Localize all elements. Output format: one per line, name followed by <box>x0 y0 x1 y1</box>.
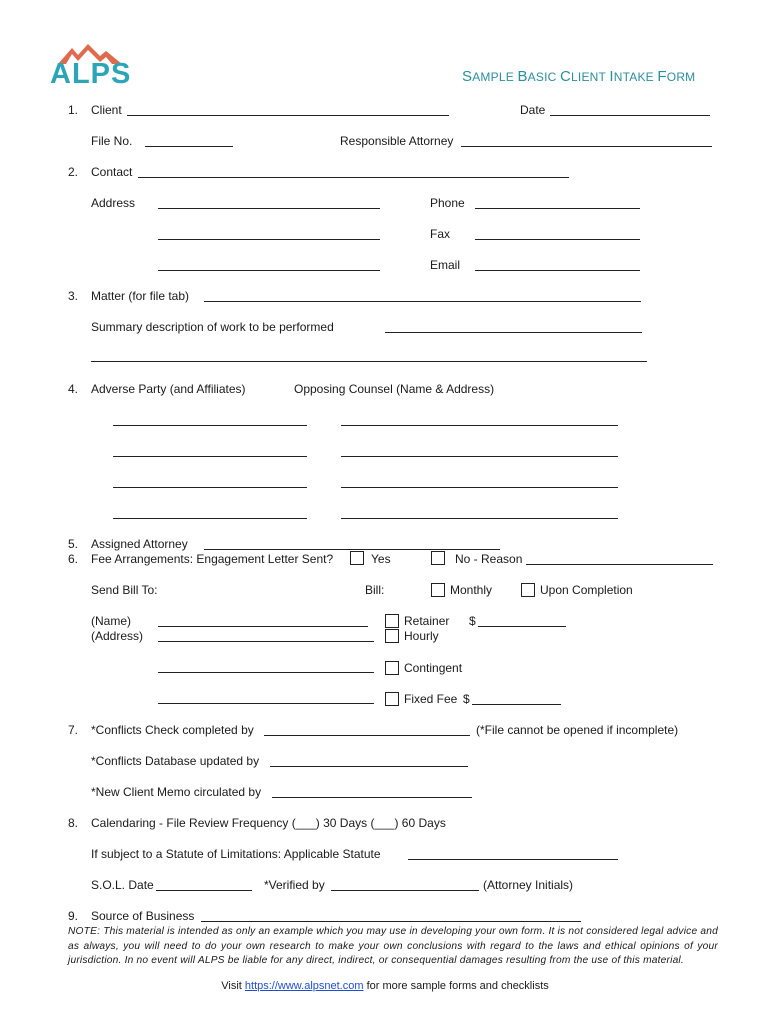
adverse-party-field-3[interactable] <box>113 486 307 488</box>
contingent-label: Contingent <box>404 661 463 675</box>
email-label: Email <box>430 258 461 272</box>
opposing-counsel-label: Opposing Counsel (Name & Address) <box>294 382 495 396</box>
opposing-counsel-field-1[interactable] <box>341 424 618 426</box>
matter-field[interactable] <box>204 300 641 302</box>
bill-name-field[interactable] <box>158 625 368 627</box>
fixed-fee-amount-field[interactable] <box>472 703 561 705</box>
section-number: 5. <box>68 537 79 551</box>
sol-date-field[interactable] <box>156 889 252 891</box>
monthly-checkbox[interactable] <box>431 583 445 597</box>
section-number: 6. <box>68 552 79 566</box>
conflicts-database-field[interactable] <box>270 765 468 767</box>
address-field-3[interactable] <box>158 269 380 271</box>
form-title: SAMPLE BASIC CLIENT INTAKE FORM <box>462 68 696 85</box>
footer <box>0 980 770 992</box>
section-number: 8. <box>68 816 79 830</box>
contingent-checkbox[interactable] <box>385 661 399 675</box>
attorney-initials-label: (Attorney Initials) <box>483 878 574 892</box>
hourly-checkbox[interactable] <box>385 629 399 643</box>
address-field-1[interactable] <box>158 207 380 209</box>
source-of-business-label: Source of Business <box>91 909 195 923</box>
monthly-label: Monthly <box>450 583 493 597</box>
summary-label: Summary description of work to be performed <box>91 320 334 334</box>
source-of-business-field[interactable] <box>201 920 581 922</box>
disclaimer-note: NOTE: This material is intended as only an example which you may use in developing your own form. It is not considered legal advice and as always, you will need to do your own research to make your own conclusions with regard to the laws and ethical opinions of your jurisdiction. In no event will ALPS be liable for any direct, indirect, or consequential damages resulting from the use of this material. <box>68 926 718 966</box>
adverse-party-label: Adverse Party (and Affiliates) <box>91 382 246 396</box>
applicable-statute-field[interactable] <box>408 858 618 860</box>
verified-by-label: *Verified by <box>264 878 325 892</box>
retainer-dollar-sign: $ <box>469 614 476 628</box>
retainer-label: Retainer <box>404 614 450 628</box>
adverse-party-field-4[interactable] <box>113 517 307 519</box>
send-bill-to-label: Send Bill To: <box>91 583 158 597</box>
conflicts-database-label: *Conflicts Database updated by <box>91 754 260 768</box>
upon-completion-label: Upon Completion <box>540 583 633 597</box>
fee-arrangements-label: Fee Arrangements: Engagement Letter Sent? <box>91 552 334 566</box>
bill-address-field-3[interactable] <box>158 702 374 704</box>
verified-by-field[interactable] <box>331 889 479 891</box>
address-field-2[interactable] <box>158 238 380 240</box>
calendaring-label: Calendaring - File Review Frequency (___) 30 Days (___) 60 Days <box>91 816 446 830</box>
retainer-amount-field[interactable] <box>478 625 566 627</box>
email-field[interactable] <box>475 269 640 271</box>
footer-rest-text: for more sample forms and checklists <box>366 980 549 992</box>
retainer-checkbox[interactable] <box>385 614 399 628</box>
alps-logo <box>46 42 141 90</box>
client-field[interactable] <box>127 114 449 116</box>
responsible-attorney-field[interactable] <box>461 145 712 147</box>
responsible-attorney-label: Responsible Attorney <box>340 134 454 148</box>
matter-label: Matter (for file tab) <box>91 289 190 303</box>
section-number: 4. <box>68 382 79 396</box>
opposing-counsel-field-2[interactable] <box>341 455 618 457</box>
sol-date-label: S.O.L. Date <box>91 878 154 892</box>
engagement-yes-checkbox[interactable] <box>350 551 364 565</box>
summary-field-1[interactable] <box>385 331 642 333</box>
engagement-no-checkbox[interactable] <box>431 551 445 565</box>
section-number: 2. <box>68 165 79 179</box>
assigned-attorney-label: Assigned Attorney <box>91 537 188 551</box>
no-reason-field[interactable] <box>526 563 713 565</box>
bill-address-field-2[interactable] <box>158 671 374 673</box>
assigned-attorney-field[interactable] <box>204 548 500 550</box>
opposing-counsel-field-4[interactable] <box>341 517 618 519</box>
adverse-party-field-1[interactable] <box>113 424 307 426</box>
fixed-fee-dollar-sign: $ <box>463 692 470 706</box>
client-label: Client <box>91 103 122 117</box>
no-reason-label: No - Reason <box>455 552 523 566</box>
file-no-field[interactable] <box>145 145 233 147</box>
bill-label: Bill: <box>365 583 385 597</box>
contact-field[interactable] <box>138 176 569 178</box>
upon-completion-checkbox[interactable] <box>521 583 535 597</box>
fixed-fee-label: Fixed Fee <box>404 692 458 706</box>
file-cannot-be-opened-note: (*File cannot be opened if incomplete) <box>476 723 679 737</box>
bill-address-field-1[interactable] <box>158 640 374 642</box>
bill-name-label: (Name) <box>91 614 132 628</box>
new-client-memo-field[interactable] <box>272 796 472 798</box>
section-number: 1. <box>68 103 79 117</box>
conflicts-check-field[interactable] <box>264 734 470 736</box>
bill-address-label: (Address) <box>91 629 144 643</box>
footer-visit-text: Visit <box>221 980 242 992</box>
address-label: Address <box>91 196 136 210</box>
section-number: 7. <box>68 723 79 737</box>
phone-label: Phone <box>430 196 465 210</box>
fixed-fee-checkbox[interactable] <box>385 692 399 706</box>
date-field[interactable] <box>550 114 710 116</box>
alpsnet-link[interactable]: https://www.alpsnet.com <box>244 980 364 992</box>
date-label: Date <box>520 103 546 117</box>
summary-field-2[interactable] <box>91 360 647 362</box>
conflicts-check-label: *Conflicts Check completed by <box>91 723 254 737</box>
hourly-label: Hourly <box>404 629 439 643</box>
section-number: 9. <box>68 909 79 923</box>
statute-label: If subject to a Statute of Limitations: Applicable Statute <box>91 847 381 861</box>
contact-label: Contact <box>91 165 133 179</box>
fax-label: Fax <box>430 227 451 241</box>
opposing-counsel-field-3[interactable] <box>341 486 618 488</box>
logo-text: ALPS <box>50 58 132 90</box>
file-no-label: File No. <box>91 134 133 148</box>
new-client-memo-label: *New Client Memo circulated by <box>91 785 262 799</box>
fax-field[interactable] <box>475 238 640 240</box>
yes-label: Yes <box>371 552 391 566</box>
phone-field[interactable] <box>475 207 640 209</box>
section-number: 3. <box>68 289 79 303</box>
adverse-party-field-2[interactable] <box>113 455 307 457</box>
